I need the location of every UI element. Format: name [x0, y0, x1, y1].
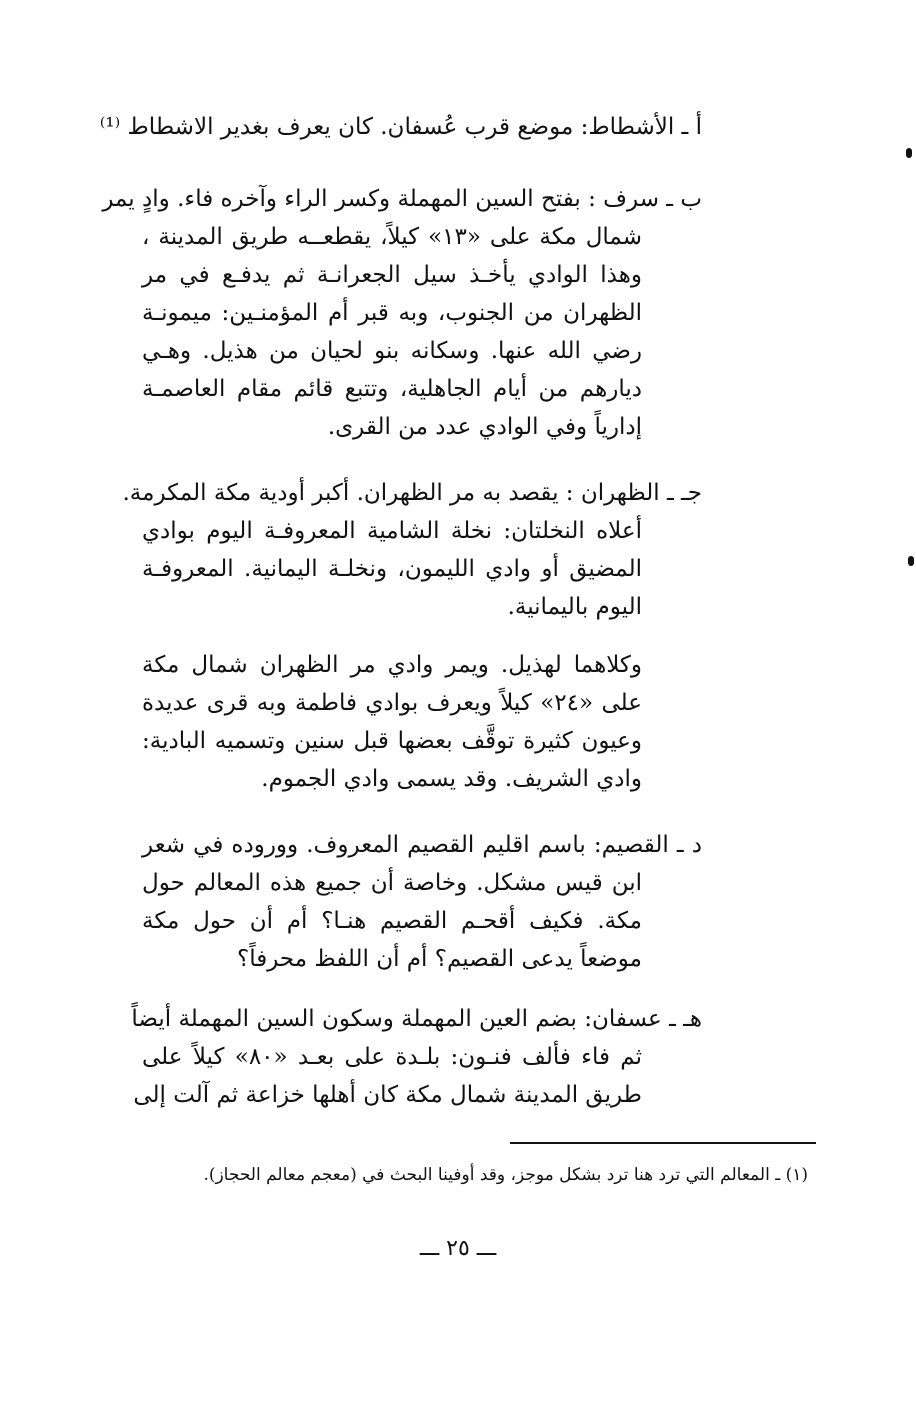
entry-b-line-7: إدارياً وفي الوادي عدد من القرى.: [327, 414, 642, 440]
scan-speck: [908, 556, 914, 566]
scan-speck: [906, 148, 912, 158]
entry-h-line-1: هـ ـ عسفان: بضم العين المهملة وسكون السين المهملة أيضاً: [131, 1006, 702, 1032]
footnote: (١) ـ المعالم التي ترد هنا ترد بشكل موجز، وقد أوفينا البحث في (معجم معالم الحجاز).: [203, 1165, 808, 1185]
entry-b-line-2: شمال مكة على «١٣» كيلاً، يقطعــه طريق المدينة ،: [142, 224, 642, 250]
entry-d-line-2: ابن قيس مشكل. وخاصة أن جميع هذه المعالم حول: [142, 870, 642, 896]
entry-j-line-3: المضيق أو وادي الليمون، ونخلـة اليمانية. المعروفـة: [142, 556, 642, 582]
entry-j-line-4: اليوم باليمانية.: [507, 594, 642, 620]
entry-d-line-4: موضعاً يدعى القصيم؟ أم أن اللفظ محرفاً؟: [237, 946, 642, 972]
page-number: ـــ ٢٥ ـــ: [419, 1236, 497, 1261]
entry-h-line-3: طريق المدينة شمال مكة كان أهلها خزاعة ثم آلت إلى: [133, 1082, 642, 1108]
entry-j2-line-3: وعيون كثيرة توقَّف بعضها قبل سنين وتسميه البادية:: [142, 728, 642, 754]
entry-h: [131, 1000, 702, 1114]
entry-b-line-1: ب ـ سرف : بفتح السين المهملة وكسر الراء وآخره فاء. وادٍ يمر: [102, 186, 702, 212]
entry-j2-line-2: على «٢٤» كيلاً ويعرف بوادي فاطمة وبه قرى عديدة: [142, 690, 642, 716]
entry-j2-line-1: وكلاهما لهذيل. ويمر وادي مر الظهران شمال مكة: [142, 652, 642, 678]
entry-b-line-3: وهذا الوادي يأخـذ سيل الجعرانـة ثم يدفـع في مر: [142, 262, 642, 288]
entry-b-line-6: ديارهم من أيام الجاهلية، وتتبع قائم مقام العاصمـة: [142, 376, 642, 402]
entry-b: [102, 180, 702, 446]
entry-j-line-1: جـ ـ الظهران : يقصد به مر الظهران. أكبر أودية مكة المكرمة.: [122, 480, 702, 506]
entry-j-line-2: أعلاه النخلتان: نخلة الشامية المعروفـة اليوم بوادي: [142, 518, 642, 544]
entry-h-line-2: ثم فاء فألف فنـون: بلـدة على بعـد «٨٠» كيلاً على: [142, 1044, 642, 1070]
entry-j: [122, 474, 702, 626]
entry-b-line-4: الظهران من الجنوب، وبه قبر أم المؤمنـين: ميمونـة: [142, 300, 642, 326]
entry-b-line-5: رضي الله عنها. وسكانه بنو لحيان من هذيل. وهـي: [142, 338, 642, 364]
entry-j2-line-4: وادي الشريف. وقد يسمى وادي الجموم.: [261, 766, 642, 792]
entry-d: [142, 826, 702, 978]
entry-j-continued: [142, 646, 702, 798]
footnote-divider: [510, 1142, 816, 1144]
entry-d-line-1: د ـ القصيم: باسم اقليم القصيم المعروف. ووروده في شعر: [142, 832, 702, 858]
entry-a-line-1: أ ـ الأشطاط: موضع قرب عُسفان. كان يعرف بغدير الاشطاط ⁽¹⁾: [99, 114, 702, 140]
entry-d-line-3: مكة. فكيف أقحـم القصيم هنـا؟ أم أن حول مكة: [142, 908, 642, 934]
entry-a: [99, 108, 702, 146]
